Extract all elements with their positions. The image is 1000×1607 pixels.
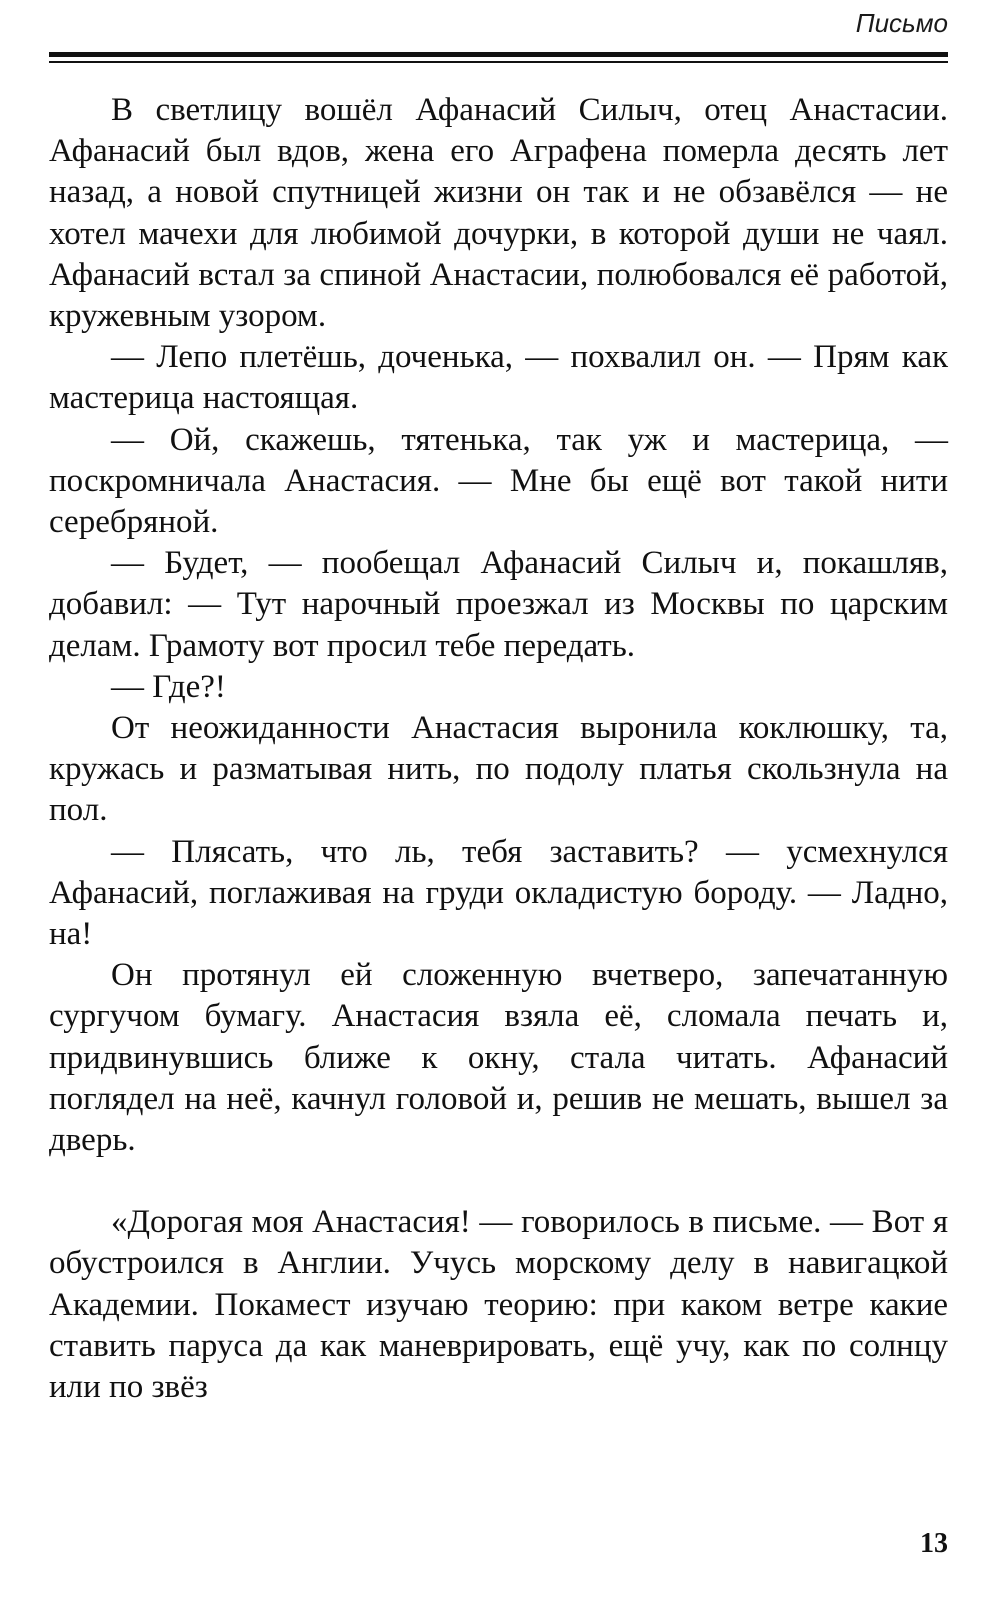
paragraph: В светлицу вошёл Афанасий Силыч, отец Анастасии. Афанасий был вдов, жена его Аграфена померла десять лет назад, а новой спутницей жизни он так и не обзавёлся — не хотел мачехи для любимой дочурки, в которой души не чаял. Афанасий встал за спиной Анастасии, полюбовался её работой, кружевным узором. xyxy=(49,92,948,335)
paragraph: — Где?! xyxy=(111,668,226,705)
page-number: 13 xyxy=(920,1528,948,1559)
paragraph: — Будет, — пообещал Афанасий Силыч и, покашляв, добавил: — Тут нарочный проезжал из Москвы по царским делам. Грамоту вот просил тебе передать. xyxy=(49,545,948,664)
paragraph: Он протянул ей сложенную вчетверо, запечатанную сургучом бумагу. Анастасия взяла её, сломала печать и, придвинувшись ближе к окну, стала читать. Афанасий поглядел на неё, качнул головой и, решив не мешать, вышел за дверь. xyxy=(49,957,948,1159)
body-text xyxy=(49,90,948,1408)
paragraph: — Ой, скажешь, тятенька, так уж и мастерица, — поскромничала Анастасия. — Мне бы ещё вот такой нити серебряной. xyxy=(49,421,948,541)
header-rule-thin xyxy=(49,61,948,63)
running-title: Письмо xyxy=(855,8,948,38)
paragraph: — Лепо плетёшь, доченька, — похвалил он. — Прям как мастерица настоящая. xyxy=(49,339,948,417)
paragraph: От неожиданности Анастасия выронила коклюшку, та, кружась и разматывая нить, по подолу платья скользнула на пол. xyxy=(49,710,948,829)
paragraph: — Плясать, что ль, тебя заставить? — усмехнулся Афанасий, поглаживая на груди окладистую бороду. — Ладно, на! xyxy=(49,833,948,953)
header-rule-thick xyxy=(49,52,948,57)
letter-paragraph: «Дорогая моя Анастасия! — говорилось в письме. — Вот я обустроился в Англии. Учусь морскому делу в навигацкой Академии. Покамест изучаю теорию: при каком ветре какие ставить паруса да как маневрировать, ещё учу, как по солнцу или по звёз xyxy=(49,1204,948,1406)
